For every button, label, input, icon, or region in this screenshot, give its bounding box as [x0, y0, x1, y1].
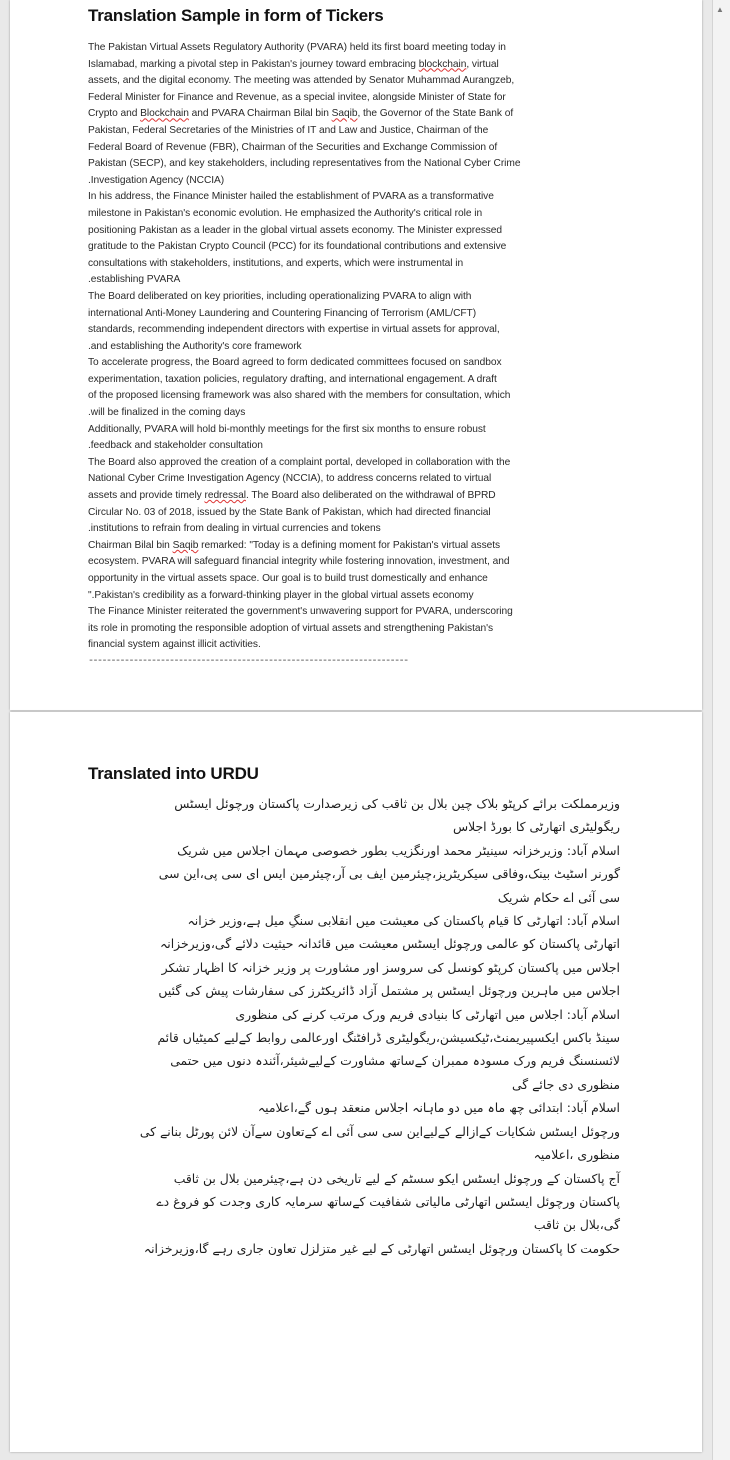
text-line: consultations with stakeholders, institutions, and experts, which were instrumental in — [88, 257, 464, 269]
text-line: experimentation, taxation policies, regulatory drafting, and international engagement. A draft — [88, 373, 497, 385]
urdu-line: اجلاس میں پاکستان کرپٹو کونسل کی سروسز اور مشاورت پر وزیر خزانہ کا اظہار تشکر — [161, 959, 620, 975]
urdu-line: اجلاس میں ماہرین ورچوئل ایسٹس پر مشتمل آزاد ڈائریکٹرز کی سفارشات پیش کی گئیں — [158, 983, 620, 999]
text-line: Circular No. 03 of 2018, issued by the State Bank of Pakistan, which had directed financial — [88, 506, 491, 518]
text-line: of the proposed licensing framework was also shared with the members for consultation, which — [88, 390, 511, 402]
spelling-error[interactable]: Saqib — [331, 108, 358, 120]
urdu-line: گورنر اسٹیٹ بینک،وفاقی سیکریٹریز،چیئرمین ایف بی آر،چیئرمین ایس ای سی پی،این سی — [158, 866, 620, 882]
english-paragraph — [88, 455, 623, 538]
scroll-up-arrow-icon[interactable]: ▲ — [716, 5, 724, 14]
english-paragraph — [88, 604, 623, 654]
text-line: assets, and the digital economy. The meeting was attended by Senator Muhammad Aurangzeb, — [88, 75, 515, 87]
spelling-error[interactable]: Saqib — [172, 539, 199, 551]
spelling-error[interactable]: blockchain — [418, 58, 467, 70]
urdu-line: ریگولیٹری اتھارٹی کا بورڈ اجلاس — [452, 819, 620, 835]
text-line: The Pakistan Virtual Assets Regulatory Authority (PVARA) held its first board meeting today in — [88, 42, 506, 53]
text-line: its role in promoting the responsible adoption of virtual assets and strengthening Pakistan's — [88, 622, 494, 634]
urdu-line: ورچوئل ایسٹس شکایات کےازالے کےلیےاین سی سی آئی اے کےتعاون سےآن لائن پورٹل بنانے کی — [139, 1123, 620, 1139]
english-paragraph — [88, 538, 623, 604]
text-line: standards, recommending independent directors with expertise in virtual assets for approval, — [88, 324, 500, 336]
urdu-line: لائسنسنگ فریم ورک مسودہ ممبران کےساتھ مشاورت کےلیےشیئر،آئندہ دنوں میں حتمی — [170, 1053, 620, 1069]
text-line: financial system against illicit activities. — [88, 639, 261, 651]
urdu-line: آج پاکستان کے ورچوئل ایسٹس ایکو سسٹم کے لیے تاریخی دن ہے،چیئرمین بلال بن ثاقب — [173, 1170, 620, 1186]
text-line: ".Pakistan's credibility as a forward-thinking player in the global virtual assets economy — [88, 589, 474, 601]
text-line: .establishing PVARA — [88, 274, 181, 286]
english-paragraph — [88, 289, 623, 355]
urdu-line: اسلام آباد: وزیرخزانہ سینیٹر محمد اورنگزیب بطور خصوصی مہمان اجلاس میں شریک — [177, 842, 620, 858]
text-line: .and establishing the Authority's core framework — [88, 340, 302, 352]
text-line: assets and provide timely redressal. The Board also deliberated on the withdrawal of BPRD — [88, 490, 496, 502]
page-1-heading: Translation Sample in form of Tickers — [88, 6, 384, 25]
text-line: .institutions to refrain from dealing in virtual currencies and tokens — [88, 523, 381, 535]
urdu-line: اتھارٹی پاکستان کو عالمی ورچوئل ایسٹس معیشت میں قائدانہ حیثیت دلائے گی،وزیرخزانہ — [160, 936, 620, 952]
text-line: Crypto and Blockchain and PVARA Chairman Bilal bin Saqib, the Governor of the State Bank of — [88, 108, 514, 120]
text-line: Additionally, PVARA will hold bi-monthly meetings for the first six months to ensure robust — [88, 423, 486, 435]
urdu-line: گی،بلال بن ثاقب — [533, 1217, 620, 1233]
text-line: The Finance Minister reiterated the government's unwavering support for PVARA, underscoring — [88, 606, 513, 618]
english-paragraph — [88, 40, 623, 189]
document-page-1 — [10, 0, 702, 710]
urdu-line: پاکستان ورچوئل ایسٹس اتھارٹی مالیاتی شفافیت کےساتھ سرمایہ کاری وجدت کو فروغ دے — [156, 1193, 620, 1209]
text-line: .feedback and stakeholder consultation — [88, 440, 263, 452]
spelling-error[interactable]: redressal — [204, 490, 246, 502]
english-ticker-text — [88, 40, 623, 654]
document-scrollbar[interactable] — [712, 0, 730, 1460]
urdu-line: حکومت کا پاکستان ورچوئل ایسٹس اتھارٹی کے لیے غیر متزلزل تعاون جاری رہے گا،وزیرخزانہ — [143, 1240, 620, 1256]
document-page-2 — [10, 712, 702, 1452]
text-line: .Investigation Agency (NCCIA) — [88, 174, 225, 186]
text-line: Pakistan, Federal Secretaries of the Ministries of IT and Law and Justice, Chairman of the — [88, 124, 489, 136]
text-line: positioning Pakistan as a leader in the global virtual assets economy. The Minister expressed — [88, 224, 503, 236]
urdu-line: منظوری ،اعلامیہ — [533, 1147, 620, 1163]
text-line: Chairman Bilal bin Saqib remarked: "Today is a defining moment for Pakistan's virtual assets — [88, 539, 501, 551]
english-paragraph — [88, 355, 623, 421]
page-2-heading: Translated into URDU — [88, 764, 259, 783]
urdu-line: اسلام آباد: اجلاس میں اتھارٹی کا بنیادی فریم ورک مرتب کرنے کی منظوری — [235, 1006, 620, 1022]
english-paragraph — [88, 189, 623, 289]
urdu-translation-text — [88, 792, 620, 1260]
text-line: The Board deliberated on key priorities, including operationalizing PVARA to align with — [88, 290, 472, 302]
text-line: milestone in Pakistan's economic evolution. He emphasized the Authority's critical role in — [88, 207, 483, 219]
text-line: Federal Board of Revenue (FBR), Chairman of the Securities and Exchange Commission of — [88, 141, 498, 153]
text-line: opportunity in the virtual assets space. Our goal is to build trust domestically and enhance — [88, 573, 488, 584]
text-line: .will be finalized in the coming days — [88, 407, 246, 419]
urdu-line: منظوری دی جائے گی — [511, 1076, 620, 1092]
urdu-line: سی آئی اے حکام شریک — [497, 889, 620, 905]
urdu-line: اسلام آباد: اتھارٹی کا قیام پاکستان کی معیشت میں انقلابی سنگِ میل ہے،وزیر خزانہ — [187, 913, 620, 929]
urdu-line: اسلام آباد: ابتدائی چھ ماہ میں دو ماہانہ اجلاس منعقد ہوں گے،اعلامیہ — [257, 1100, 620, 1116]
text-line: In his address, the Finance Minister hailed the establishment of PVARA as a transformative — [88, 191, 494, 203]
urdu-line: وزیرمملکت برائے کرپٹو بلاک چین بلال بن ثاقب کی زیرصدارت پاکستان ورچوئل ایسٹس — [174, 796, 620, 811]
text-line: The Board also approved the creation of a complaint portal, developed in collaboration with the — [88, 456, 511, 468]
text-line: National Cyber Crime Investigation Agency (NCCIA), to address concerns related to virtual — [88, 473, 492, 485]
text-line: gratitude to the Pakistan Crypto Council (PCC) for its foundational contributions and extensive — [88, 241, 507, 253]
text-line: Islamabad, marking a pivotal step in Pakistan's journey toward embracing blockchain, virtual — [88, 58, 499, 70]
separator-line: ----------------------------------------------------------------------- — [88, 655, 408, 667]
text-line: Pakistan (SECP), and key stakeholders, including representatives from the National Cyber Crime — [88, 158, 521, 170]
english-paragraph — [88, 422, 623, 455]
text-line: Federal Minister for Finance and Revenue, as a special invitee, alongside Minister of State for — [88, 91, 506, 103]
urdu-line: سینڈ باکس ایکسپیریمنٹ،ٹیکسیشن،ریگولیٹری ڈرافٹنگ اورعالمی روابط کےلیے کمیٹیاں قائم — [157, 1030, 620, 1046]
text-line: international Anti-Money Laundering and Countering Financing of Terrorism (AML/CFT) — [88, 307, 477, 319]
text-line: ecosystem. PVARA will safeguard financial integrity while fostering innovation, investment, and — [88, 556, 510, 568]
text-line: To accelerate progress, the Board agreed to form dedicated committees focused on sandbox — [88, 357, 502, 369]
spelling-error[interactable]: Blockchain — [140, 108, 189, 120]
